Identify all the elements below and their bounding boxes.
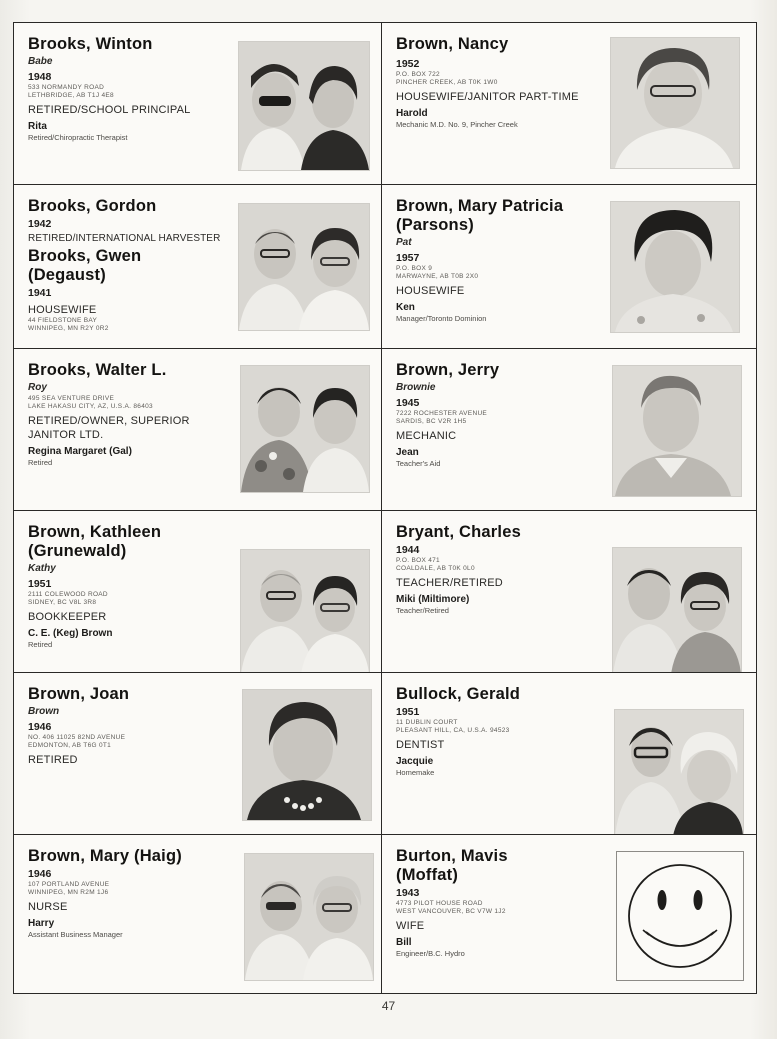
entry-year: 1946 xyxy=(28,721,52,733)
entry-name: Bryant, Charles xyxy=(396,523,521,541)
entry-spouse: Rita xyxy=(28,121,47,132)
entry-address-line1: 533 NORMANDY ROAD xyxy=(28,84,105,91)
entry-address-line2: PINCHER CREEK, AB T0K 1W0 xyxy=(396,79,498,86)
entry-spouse-occupation: Manager/Toronto Dominion xyxy=(396,314,487,323)
entry-name: Burton, Mavis xyxy=(396,847,508,865)
entry-occupation: DENTIST xyxy=(396,739,445,751)
entry-address-line1: P.O. BOX 9 xyxy=(396,265,433,272)
entry-text xyxy=(396,35,596,130)
couple-photo-icon xyxy=(612,547,742,674)
entry-year: 1952 xyxy=(396,58,420,70)
page-number: 47 xyxy=(381,999,396,1013)
entry-name: Brown, Nancy xyxy=(396,35,509,53)
entry-address-line1: P.O. BOX 722 xyxy=(396,71,440,78)
entry-address-line1: 44 FIELDSTONE BAY xyxy=(28,317,98,324)
entry-address-line1: 11 DUBLIN COURT xyxy=(396,719,458,726)
entry-text xyxy=(28,197,228,333)
entry-spouse: Bill xyxy=(396,937,412,948)
entry-address-line2: LAKE HAKASU CITY, AZ, U.S.A. 86403 xyxy=(28,403,153,410)
entry-year-second: 1941 xyxy=(28,287,52,299)
entry-year: 1951 xyxy=(396,706,420,718)
entry-spouse-occupation: Retired xyxy=(28,640,53,649)
entry-address-line2: MARWAYNE, AB T0B 2X0 xyxy=(396,273,479,280)
entry-year: 1945 xyxy=(396,397,420,409)
entry-occupation: RETIRED/INTERNATIONAL HARVESTER xyxy=(28,233,221,244)
entry-spouse: Jean xyxy=(396,447,419,458)
entry-card xyxy=(13,22,383,186)
portrait-photo-icon xyxy=(242,689,372,821)
couple-photo-icon xyxy=(614,709,744,836)
entry-address-line1: 7222 ROCHESTER AVENUE xyxy=(396,410,488,417)
entry-card xyxy=(381,672,757,836)
entry-spouse: Jacquie xyxy=(396,756,434,767)
entry-text xyxy=(28,361,228,468)
entry-occupation: RETIRED/OWNER, SUPERIOR xyxy=(28,415,190,427)
entry-text xyxy=(396,361,596,469)
entry-name-second: Brooks, Gwen xyxy=(28,247,142,265)
couple-photo-icon xyxy=(238,203,370,331)
entry-nickname: Roy xyxy=(28,382,47,393)
entry-name-maiden: (Grunewald) xyxy=(28,542,127,560)
entry-card xyxy=(381,22,757,186)
entry-year: 1946 xyxy=(28,868,52,880)
entry-address-line2: SARDIS, BC V2R 1H5 xyxy=(396,418,467,425)
entry-year: 1951 xyxy=(28,578,52,590)
entry-occupation: WIFE xyxy=(396,920,425,932)
entry-address-line2: PLEASANT HILL, CA, U.S.A. 94523 xyxy=(396,727,510,734)
entry-spouse-occupation: Teacher's Aid xyxy=(396,459,441,468)
entry-spouse-occupation: Retired xyxy=(28,458,53,467)
entry-nickname: Pat xyxy=(396,237,412,248)
entry-address-line2: SIDNEY, BC V8L 3R8 xyxy=(28,599,97,606)
entry-name: Bullock, Gerald xyxy=(396,685,521,703)
entry-card xyxy=(13,834,383,994)
couple-photo-icon xyxy=(238,41,370,171)
portrait-photo-icon xyxy=(610,201,740,333)
entry-nickname: Kathy xyxy=(28,563,56,574)
entry-name: Brooks, Winton xyxy=(28,35,153,53)
entry-card xyxy=(13,348,383,512)
entry-name: Brooks, Gordon xyxy=(28,197,157,215)
entry-card xyxy=(381,184,757,350)
entry-name-maiden: (Parsons) xyxy=(396,216,474,234)
entry-nickname: Babe xyxy=(28,56,53,67)
entry-year: 1943 xyxy=(396,887,420,899)
entry-occupation: MECHANIC xyxy=(396,430,457,442)
entry-name: Brown, Joan xyxy=(28,685,130,703)
entry-nickname: Brown xyxy=(28,706,60,717)
entry-spouse-occupation: Mechanic M.D. No. 9, Pincher Creek xyxy=(396,120,518,129)
entry-text xyxy=(396,523,596,616)
entry-text xyxy=(396,847,596,959)
entry-spouse-occupation: Homemake xyxy=(396,768,435,777)
entry-name: Brown, Mary Patricia xyxy=(396,197,564,215)
entry-address-line2: EDMONTON, AB T6G 0T1 xyxy=(28,742,112,749)
entry-text xyxy=(396,685,596,778)
entry-text xyxy=(28,35,228,143)
entry-occupation-cont: JANITOR LTD. xyxy=(28,429,104,441)
entry-occupation: NURSE xyxy=(28,901,68,913)
entry-card xyxy=(381,348,757,512)
entry-year: 1942 xyxy=(28,218,52,230)
entry-address-line1: 4773 PILOT HOUSE ROAD xyxy=(396,900,483,907)
entry-address-line2: WINNIPEG, MN R2M 1J6 xyxy=(28,889,109,896)
entry-occupation: TEACHER/RETIRED xyxy=(396,577,503,589)
entry-occupation: RETIRED xyxy=(28,754,78,766)
entry-name-maiden: (Moffat) xyxy=(396,866,459,884)
entry-card xyxy=(13,184,383,350)
entry-text xyxy=(28,523,228,650)
entry-spouse-occupation: Teacher/Retired xyxy=(396,606,449,615)
entry-occupation: HOUSEWIFE xyxy=(396,285,465,297)
entry-card xyxy=(13,510,383,674)
entry-occupation-second: HOUSEWIFE xyxy=(28,304,97,316)
entry-address-line1: 2111 COLEWOOD ROAD xyxy=(28,591,108,598)
entry-name: Brown, Mary (Haig) xyxy=(28,847,182,865)
entry-card xyxy=(381,510,757,674)
entry-occupation: RETIRED/SCHOOL PRINCIPAL xyxy=(28,104,191,116)
entry-spouse: C. E. (Keg) Brown xyxy=(28,628,113,639)
entry-spouse: Miki (Miltimore) xyxy=(396,594,470,605)
couple-photo-icon xyxy=(240,365,370,493)
entry-spouse: Ken xyxy=(396,302,415,313)
couple-photo-icon xyxy=(240,549,370,674)
entry-text xyxy=(28,685,228,767)
entry-spouse-occupation: Assistant Business Manager xyxy=(28,930,123,939)
entry-spouse: Harold xyxy=(396,108,428,119)
entry-year: 1948 xyxy=(28,71,52,83)
entry-address-line2: LETHBRIDGE, AB T1J 4E8 xyxy=(28,92,114,99)
entry-year: 1957 xyxy=(396,252,420,264)
entry-address-line1: NO. 406 11025 82ND AVENUE xyxy=(28,734,126,741)
portrait-photo-icon xyxy=(610,37,740,169)
entry-occupation: HOUSEWIFE/JANITOR PART-TIME xyxy=(396,91,579,103)
entry-name: Brown, Kathleen xyxy=(28,523,162,541)
entry-name: Brooks, Walter L. xyxy=(28,361,167,379)
entry-address-line1: P.O. BOX 471 xyxy=(396,557,440,564)
couple-photo-icon xyxy=(244,853,374,981)
entry-nickname: Brownie xyxy=(396,382,436,393)
entry-address-line1: 107 PORTLAND AVENUE xyxy=(28,881,110,888)
entry-occupation: BOOKKEEPER xyxy=(28,611,107,623)
entry-year: 1944 xyxy=(396,544,420,556)
entry-spouse: Harry xyxy=(28,918,55,929)
entry-spouse: Regina Margaret (Gal) xyxy=(28,446,132,457)
entry-name: Brown, Jerry xyxy=(396,361,500,379)
entry-card xyxy=(13,672,383,836)
entry-address-line2: WEST VANCOUVER, BC V7W 1J2 xyxy=(396,908,506,915)
yearbook-grid xyxy=(13,22,757,994)
entry-card xyxy=(381,834,757,994)
entry-text xyxy=(28,847,228,940)
entry-spouse-occupation: Engineer/B.C. Hydro xyxy=(396,949,465,958)
entry-address-line2: COALDALE, AB T0K 0L0 xyxy=(396,565,475,572)
entry-text xyxy=(396,197,596,324)
portrait-photo-icon xyxy=(612,365,742,497)
entry-address-line1: 495 SEA VENTURE DRIVE xyxy=(28,395,115,402)
smiley-face-icon xyxy=(616,851,744,981)
entry-address-line2: WINNIPEG, MN R2Y 0R2 xyxy=(28,325,109,332)
entry-name-second-maiden: (Degaust) xyxy=(28,266,106,284)
entry-spouse-occupation: Retired/Chiropractic Therapist xyxy=(28,133,128,142)
